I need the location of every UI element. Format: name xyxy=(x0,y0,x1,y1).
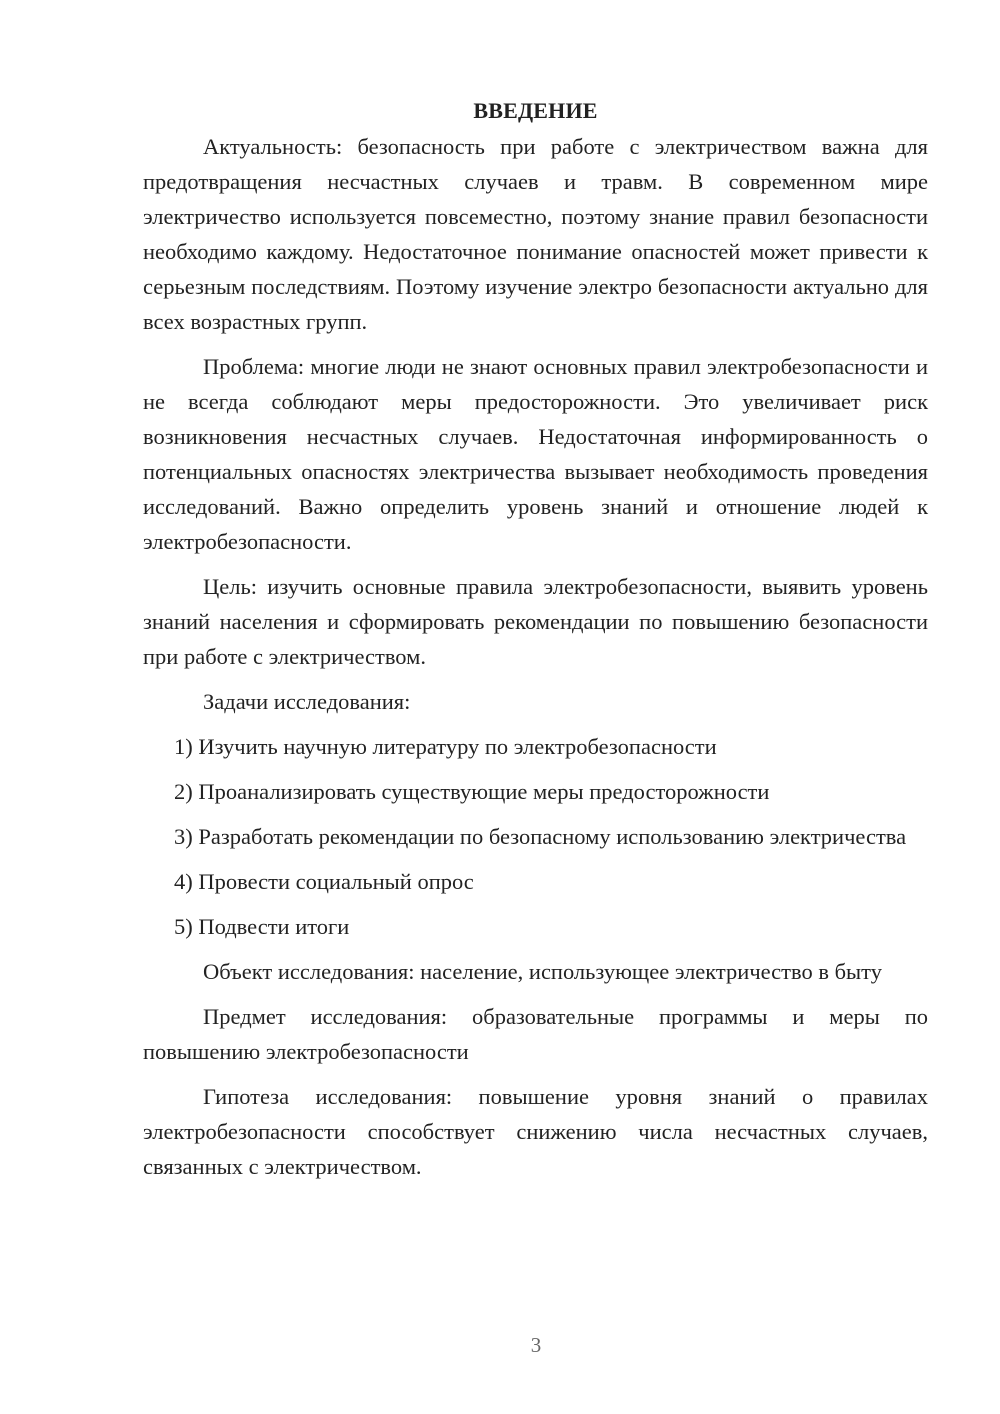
task-item-5: 5) Подвести итоги xyxy=(174,914,350,939)
task-item-4: 4) Провести социальный опрос xyxy=(174,869,474,894)
problem-paragraph: Проблема: многие люди не знают основных правил электробезопасности и не всегда соблюдают меры предосторожности. Это увеличивает риск возникновения несчастных случаев. Недостаточная информированность о потенциальных опасностях электричества вызывает необходимость проведения исследований. Важно определить уровень знаний и отношение людей к электробезопасности. xyxy=(143,354,928,554)
task-item-2: 2) Проанализировать существующие меры предосторожности xyxy=(174,779,770,804)
task-item-1: 1) Изучить научную литературу по электробезопасности xyxy=(174,734,717,759)
hypothesis-paragraph: Гипотеза исследования: повышение уровня знаний о правилах электробезопасности способствует снижению числа несчастных случаев, связанных с электричеством. xyxy=(143,1084,928,1179)
object-paragraph: Объект исследования: население, использующее электричество в быту xyxy=(203,959,882,984)
page-content xyxy=(143,92,928,1194)
section-title: ВВЕДЕНИЕ xyxy=(473,98,598,123)
goal-paragraph: Цель: изучить основные правила электробезопасности, выявить уровень знаний населения и сформировать рекомендации по повышению безопасности при работе с электричеством. xyxy=(143,574,928,669)
subject-paragraph: Предмет исследования: образовательные программы и меры по повышению электробезопасности xyxy=(143,1004,928,1064)
task-item-3: 3) Разработать рекомендации по безопасному использованию электричества xyxy=(174,824,907,849)
tasks-heading: Задачи исследования: xyxy=(203,689,411,714)
relevance-paragraph: Актуальность: безопасность при работе с электричеством важна для предотвращения несчастных случаев и травм. В современном мире электричество используется повсеместно, поэтому знание правил безопасности необходимо каждому. Недостаточное понимание опасностей может привести к серьезным последствиям. Поэтому изучение электро безопасности актуально для всех возрастных групп. xyxy=(143,134,928,334)
page-number: 3 xyxy=(530,1333,542,1357)
